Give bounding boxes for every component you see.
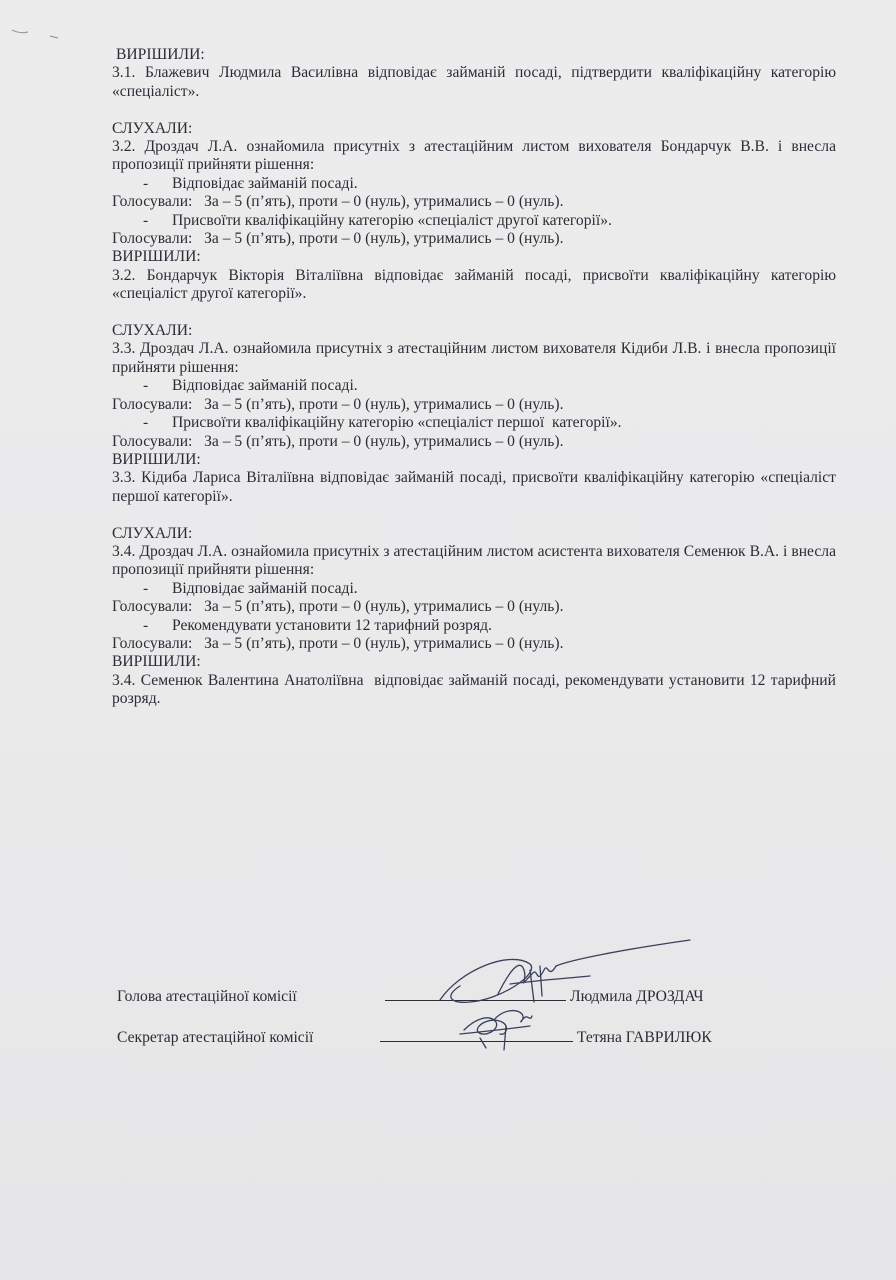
- section-3-2-vote-1: Голосували: За – 5 (п’ять), проти – 0 (нуль), утримались – 0 (нуль).: [112, 193, 564, 211]
- section-3-1-decision: 3.1. Блажевич Людмила Василівна відповідає займаній посаді, підтвердити кваліфікаційну категорію «спеціаліст».: [112, 64, 836, 100]
- section-3-4-decision: 3.4. Семенюк Валентина Анатоліївна відповідає займаній посаді, рекомендувати установити 12 тарифний розряд.: [112, 671, 840, 708]
- section-3-4-decided-heading: ВИРІШИЛИ:: [112, 653, 201, 671]
- secretary-role-label: Секретар атестаційної комісії: [117, 1029, 314, 1046]
- section-3-4-vote-1: Голосували: За – 5 (п’ять), проти – 0 (нуль), утримались – 0 (нуль).: [112, 598, 564, 616]
- section-3-3-heard-heading: СЛУХАЛИ:: [112, 322, 193, 340]
- section-3-3-vote-1: Голосували: За – 5 (п’ять), проти – 0 (нуль), утримались – 0 (нуль).: [112, 395, 564, 413]
- section-3-3-vote-2: Голосували: За – 5 (п’ять), проти – 0 (нуль), утримались – 0 (нуль).: [112, 432, 564, 450]
- section-3-3-proposal-1: - Відповідає займаній посаді.: [112, 377, 836, 395]
- signature-row-head: [117, 986, 703, 1006]
- section-3-2-decided-heading: ВИРІШИЛИ:: [112, 248, 201, 266]
- section-3-3-proposal-2: - Присвоїти кваліфікаційну категорію «спеціаліст першої категорії».: [112, 414, 836, 432]
- section-3-4-proposal-1: - Відповідає займаній посаді.: [112, 580, 836, 598]
- signature-row-secretary: [117, 1027, 712, 1047]
- section-3-4-vote-2: Голосували: За – 5 (п’ять), проти – 0 (нуль), утримались – 0 (нуль).: [112, 634, 564, 652]
- section-3-2-proposal-2: - Присвоїти кваліфікаційну категорію «спеціаліст другої категорії».: [112, 212, 836, 230]
- section-3-3-decision: 3.3. Кідиба Лариса Віталіївна відповідає займаній посаді, присвоїти кваліфікаційну категорію «спеціаліст першої категорії».: [112, 469, 836, 505]
- section-3-3-decided-heading: ВИРІШИЛИ:: [112, 450, 201, 468]
- section-3-2-heard-heading: СЛУХАЛИ:: [112, 119, 193, 137]
- minutes-body: [112, 46, 840, 709]
- corner-smudge-icon: [10, 22, 70, 42]
- section-3-2-vote-2: Голосували: За – 5 (п’ять), проти – 0 (нуль), утримались – 0 (нуль).: [112, 230, 564, 248]
- section-3-2-intro: 3.2. Дроздач Л.А. ознайомила присутніх з атестаційним листом вихователя Бондарчук В.В. і внесла пропозиції прийняти рішення:: [112, 138, 836, 174]
- section-3-2-proposal-1: - Відповідає займаній посаді.: [112, 175, 836, 193]
- secretary-signature-line: [380, 1027, 573, 1042]
- section-3-2-decision: 3.2. Бондарчук Вікторія Віталіївна відповідає займаній посаді, присвоїти кваліфікаційну категорію «спеціаліст другої категорії».: [112, 266, 836, 303]
- head-role-label: Голова атестаційної комісії: [117, 988, 297, 1005]
- section-3-1-decided-heading: ВИРІШИЛИ:: [116, 46, 205, 63]
- section-3-4-intro: 3.4. Дроздач Л.А. ознайомила присутніх з атестаційним листом асистента вихователя Семенюк В.А. і внесла пропозиції прийняти рішення:: [112, 542, 836, 579]
- secretary-name-label: Тетяна ГАВРИЛЮК: [577, 1029, 712, 1046]
- head-name-label: Людмила ДРОЗДАЧ: [570, 988, 704, 1005]
- section-3-4-proposal-2: - Рекомендувати установити 12 тарифний розряд.: [112, 617, 836, 635]
- head-signature-line: [385, 986, 566, 1001]
- section-3-3-intro: 3.3. Дроздач Л.А. ознайомила присутніх з атестаційним листом вихователя Кідиби Л.В. і внесла пропозиції прийняти рішення:: [112, 340, 836, 376]
- section-3-4-heard-heading: СЛУХАЛИ:: [112, 524, 193, 542]
